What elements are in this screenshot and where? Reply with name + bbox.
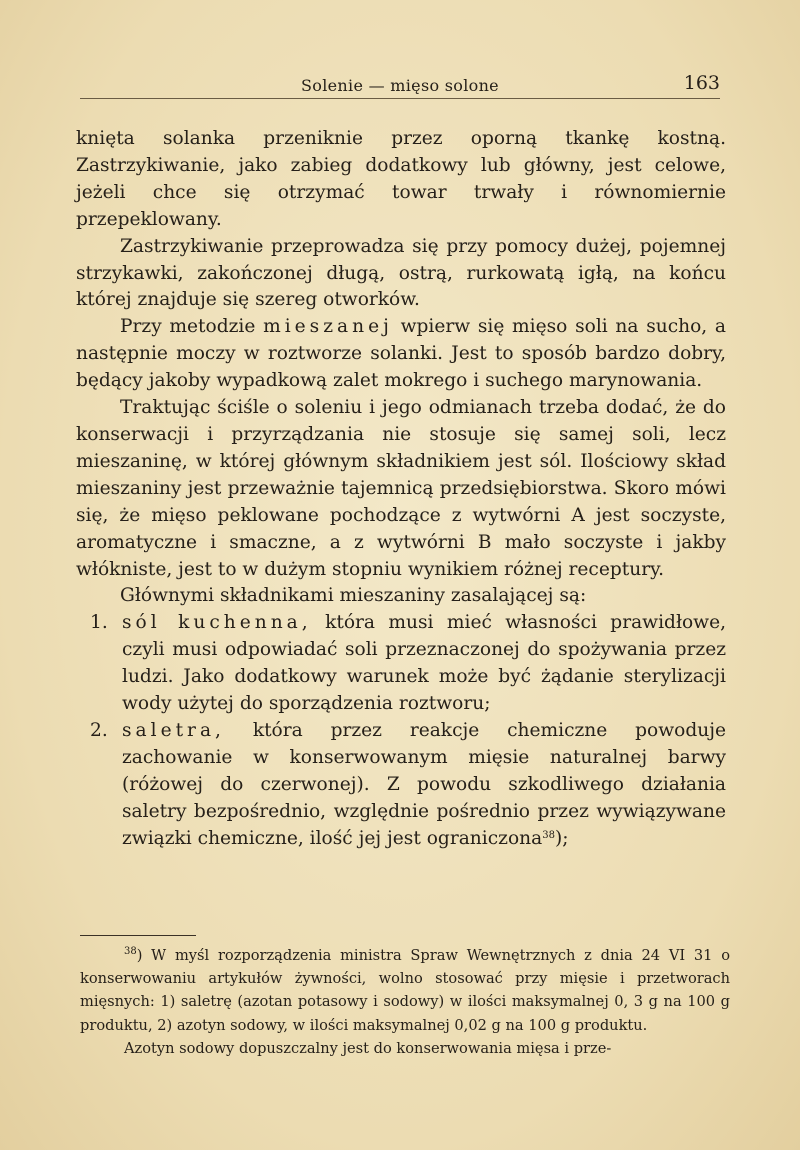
list-item-end: ); [554,827,569,849]
list-number: 1. [90,612,108,634]
footnote-text [80,944,730,1037]
list-item-body [122,610,726,718]
paragraph-injection: Zastrzykiwanie przeprowadza się przy pomocy dużej, pojemnej strzykawki, zakończonej długą, ostrą, rurkowatą igłą, na końcu której znajduje się szereg otworków. [76,235,726,311]
page-header [80,74,720,99]
list-item-text: która przez reakcje chemiczne powoduje zachowanie w konserwowanym mięsie naturalnej barwy (różowej do czerwonej). Z powodu szkodliwego działania saletry bezpośrednio, względnie pośrednio przez wywiązywane związki chemiczne, ilość jej jest ograniczona [122,719,726,849]
footnote-separator [80,935,196,936]
paragraph-mixture: Traktując ściśle o soleniu i jego odmianach trzeba dodać, że do konserwacji i przyrządzania nie stosuje się samej soli, lecz mieszaninę, w której głównym składnikiem jest sól. Ilościowy skład mieszaniny jest przeważnie tajemnicą przedsiębiorstwa. Skoro mówi się, że mięso peklowane pochodzące z wytwórni A jest soczyste, aromatyczne i smaczne, a z wytwórni B mało soczyste i jakby włókniste, jest to w dużym stopniu wynikiem różnej receptury. [76,397,726,580]
list-item-body [122,718,726,853]
list-number: 2. [90,719,108,741]
list-item [76,718,726,853]
paragraph-components-intro: Głównymi składnikami mieszaniny zasalającej są: [120,585,587,607]
footnote-reference[interactable]: 38 [542,829,555,841]
footnote-marker: 38 [124,946,137,957]
list-item [76,610,726,718]
list-item-text: która musi mieć własności prawidłowe, czyli musi odpowiadać soli przeznaczonej do spożywania przez ludzi. Jako dodatkowy warunek może być żądanie sterylizacji wody użytej do sporządzenia roztworu; [122,612,726,715]
spaced-term-salt: sól kuchenna, [122,612,312,634]
paragraph-continuation: knięta solanka przeniknie przez oporną tkankę kostną. Zastrzykiwanie, jako zabieg dodatkowy lub główny, jest celowe, jeżeli chce się otrzymać towar trwały i równomiernie przepeklowany. [76,128,726,230]
footnote-continuation: Azotyn sodowy dopuszczalny jest do konserwowania mięsa i prze- [124,1039,612,1057]
page-number: 163 [683,72,720,94]
footnote-body: ) W myśl rozporządzenia ministra Spraw Wewnętrznych z dnia 24 VI 31 o konserwowaniu artykułów żywności, wolno stosować przy mięsie i przetworach mięsnych: 1) saletrę (azotan potasowy i sodowy) w ilości maksymalnej 0, 3 g na 100 g produktu, 2) azotyn sodowy, w ilości maksymalnej 0,02 g na 100 g produktu. [80,947,730,1034]
mixed-method-rest: wpierw się mięso soli na sucho, a następnie moczy w roztworze solanki. Jest to sposób bardzo dobry, będący jakoby wypadkową zalet mokrego i suchego marynowania. [76,316,726,392]
spaced-term-mixed: mieszanej [263,316,393,338]
running-title: Solenie — mięso solone [301,76,499,95]
footnote [80,944,730,1060]
spaced-term-saltpetre: saletra, [122,719,225,741]
main-text [76,126,726,852]
paragraph-mixed-method [76,314,726,395]
mixed-method-intro: Przy metodzie [120,316,256,338]
